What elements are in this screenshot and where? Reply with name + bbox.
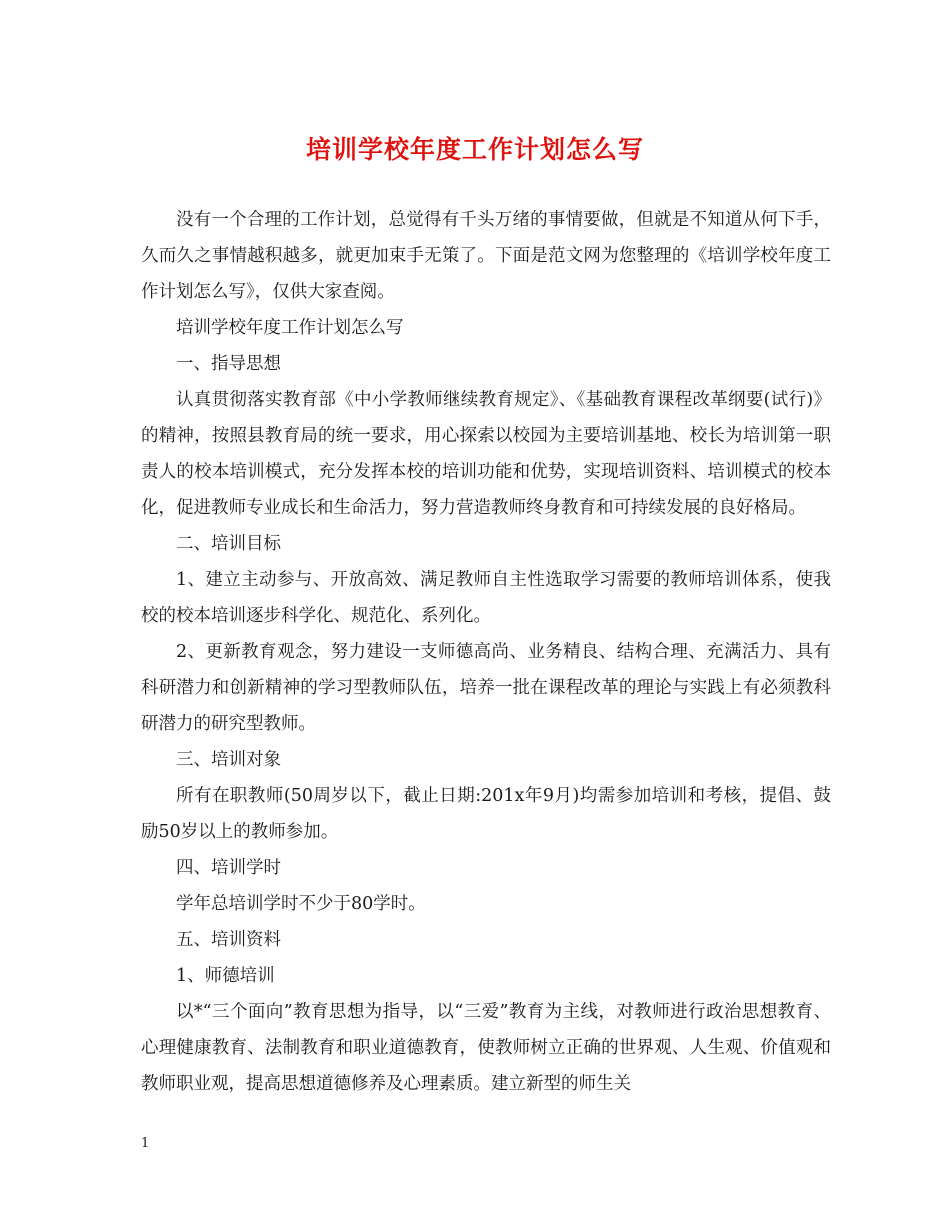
intro-paragraph: 没有一个合理的工作计划，总觉得有千头万绪的事情要做，但就是不知道从何下手，久而久之事情越积越多，就更加束手无策了。下面是范文网为您整理的《培训学校年度工作计划怎么写》，仅供大家查阅。 — [141, 210, 831, 302]
section-heading-training-goals: 二、培训目标 — [176, 534, 281, 554]
section-heading-guiding-thought: 一、指导思想 — [176, 354, 281, 374]
section-heading-training-targets: 三、培训对象 — [176, 750, 281, 770]
document-title: 培训学校年度工作计划怎么写 — [305, 135, 644, 164]
paragraph-training-targets: 所有在职教师(50周岁以下，截止日期:201x年9月)均需参加培训和考核，提倡、鼓励50岁以上的教师参加。 — [141, 786, 831, 842]
subtitle-line: 培训学校年度工作计划怎么写 — [176, 318, 404, 338]
paragraph-guiding-thought: 认真贯彻落实教育部《中小学教师继续教育规定》、《基础教育课程改革纲要(试行)》的精神，按照县教育局的统一要求，用心探索以校园为主要培训基地、校长为培训第一职责人的校本培训模式，充分发挥本校的培训功能和优势，实现培训资料、培训模式的校本化，促进教师专业成长和生命活力，努力营造教师终身教育和可持续发展的良好格局。 — [141, 390, 831, 518]
page-number: 1 — [141, 1136, 150, 1151]
paragraph-goal-2: 2、更新教育观念，努力建设一支师德高尚、业务精良、结构合理、充满活力、具有科研潜力和创新精神的学习型教师队伍，培养一批在课程改革的理论与实践上有必须教科研潜力的研究型教师。 — [141, 642, 831, 734]
paragraph-ethics-training: 以*“三个面向”教育思想为指导，以“三爱”教育为主线，对教师进行政治思想教育、心理健康教育、法制教育和职业道德教育，使教师树立正确的世界观、人生观、价值观和教师职业观，提高思想道德修养及心理素质。建立新型的师生关 — [141, 1002, 831, 1094]
section-heading-training-hours: 四、培训学时 — [176, 858, 281, 878]
document-body — [141, 202, 831, 1102]
subheading-ethics-training: 1、师德培训 — [176, 966, 275, 986]
section-heading-training-materials: 五、培训资料 — [176, 930, 281, 950]
paragraph-training-hours: 学年总培训学时不少于80学时。 — [176, 894, 426, 914]
paragraph-goal-1: 1、建立主动参与、开放高效、满足教师自主性选取学习需要的教师培训体系，使我校的校本培训逐步科学化、规范化、系列化。 — [141, 570, 831, 626]
